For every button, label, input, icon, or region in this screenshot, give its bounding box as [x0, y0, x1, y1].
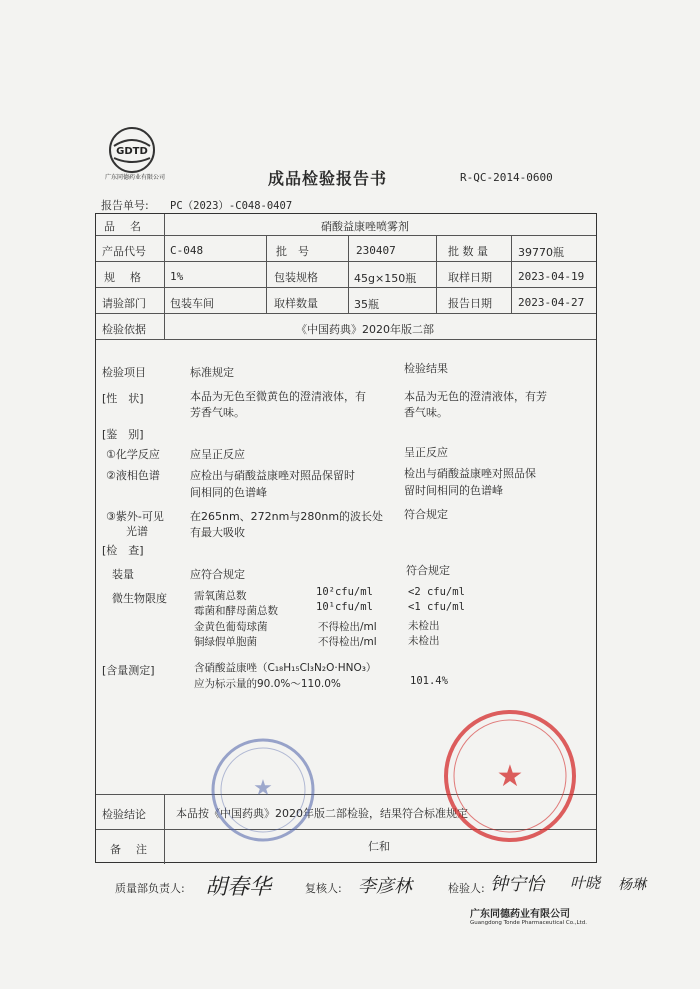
id-hplc-standard-1: 应检出与硝酸益康唑对照品保留时	[190, 469, 355, 482]
micro-yeast-standard: 10¹cfu/ml	[316, 601, 373, 613]
micro-staph-standard: 不得检出/ml	[318, 621, 377, 633]
company-seal-red	[440, 706, 580, 846]
batch-number: 230407	[356, 244, 396, 257]
document-title: 成品检验报告书	[268, 169, 388, 188]
micro-pseudomonas-result: 未检出	[408, 635, 440, 647]
footer-company-en: Guangdong Tonde Pharmaceutical Co.,Ltd.	[470, 920, 587, 926]
check-label: [检 查]	[102, 544, 144, 557]
assay-result: 101.4%	[410, 675, 448, 687]
inspector-signature-1: 钟宁怡	[490, 874, 544, 895]
micro-aerobic-name: 需氧菌总数	[194, 590, 247, 602]
sample-qty: 35瓶	[354, 298, 379, 311]
fill-result: 符合规定	[406, 564, 450, 577]
sample-date-label: 取样日期	[448, 271, 492, 284]
report-number-label: 报告单号:	[101, 199, 149, 212]
remark-label: 备 注	[110, 843, 149, 856]
svg-text:★: ★	[253, 776, 273, 801]
inspection-seal-blue	[208, 735, 318, 845]
id-uv-label-2: 光谱	[126, 525, 148, 538]
id-uv-standard-2: 有最大吸收	[190, 526, 245, 539]
id-hplc-result-1: 检出与硝酸益康唑对照品保	[404, 467, 536, 480]
qa-head-label: 质量部负责人:	[115, 882, 185, 895]
micro-aerobic-standard: 10²cfu/ml	[316, 586, 373, 598]
id-chemical-standard: 应呈正反应	[190, 448, 245, 461]
fill-standard: 应符合规定	[190, 568, 245, 581]
company-logo	[108, 126, 156, 174]
micro-staph-result: 未检出	[408, 620, 440, 632]
spec-label: 规 格	[104, 271, 143, 284]
svg-text:★: ★	[496, 759, 524, 794]
character-standard-1: 本品为无色至微黄色的澄清液体，有	[190, 390, 366, 403]
micro-yeast-name: 霉菌和酵母菌总数	[194, 605, 278, 617]
logo-company-name: 广东同德药业有限公司	[104, 174, 165, 181]
col-item-heading: 检验项目	[102, 366, 146, 379]
id-hplc-standard-2: 间相同的色谱峰	[190, 486, 267, 499]
id-hplc-label: ②液相色谱	[106, 469, 160, 482]
micro-staph-name: 金黄色葡萄球菌	[194, 621, 268, 633]
spec: 1%	[170, 270, 184, 283]
inspector-signature-3: 杨琳	[618, 877, 646, 893]
product-name-label: 品 名	[104, 220, 143, 233]
product-code-label: 产品代号	[102, 245, 146, 258]
micro-pseudomonas-standard: 不得检出/ml	[318, 636, 377, 648]
id-uv-standard-1: 在265nm、272nm与280nm的波长处	[190, 510, 384, 523]
inspector-signature-2: 叶晓	[570, 874, 601, 892]
fill-label: 装量	[112, 568, 134, 581]
dept-label: 请验部门	[102, 297, 146, 310]
character-standard-2: 芳香气味。	[190, 406, 245, 419]
remark-text: 仁和	[368, 840, 390, 853]
character-label: [性 状]	[102, 392, 144, 405]
character-result-2: 香气味。	[404, 406, 448, 419]
id-uv-label-1: ③紫外-可见	[106, 510, 164, 523]
report-date: 2023-04-27	[518, 296, 585, 309]
product-name: 硝酸益康唑喷雾剂	[321, 220, 409, 233]
micro-aerobic-result: <2 cfu/ml	[408, 586, 465, 598]
conclusion-text: 本品按《中国药典》2020年版二部检验，结果符合标准规定	[176, 807, 468, 820]
batch-quantity: 39770瓶	[518, 246, 564, 259]
reviewer-label: 复核人:	[305, 882, 342, 895]
report-date-label: 报告日期	[448, 297, 492, 310]
footer-company-cn: 广东同德药业有限公司	[470, 909, 570, 920]
basis-label: 检验依据	[102, 323, 146, 336]
batch-label: 批 号	[276, 245, 309, 258]
requesting-dept: 包装车间	[170, 297, 214, 310]
assay-standard-1: 含硝酸益康唑（C₁₈H₁₅Cl₃N₂O·HNO₃）	[194, 662, 377, 674]
micro-pseudomonas-name: 铜绿假单胞菌	[194, 636, 257, 648]
id-hplc-result-2: 留时间相同的色谱峰	[404, 484, 503, 497]
id-chemical-result: 呈正反应	[404, 446, 448, 459]
basis: 《中国药典》2020年版二部	[296, 323, 434, 336]
id-uv-result: 符合规定	[404, 508, 448, 521]
micro-label: 微生物限度	[112, 592, 167, 605]
assay-label: [含量测定]	[102, 664, 155, 677]
sample-date: 2023-04-19	[518, 270, 585, 283]
micro-yeast-result: <1 cfu/ml	[408, 601, 465, 613]
id-chemical-label: ①化学反应	[106, 448, 160, 461]
quantity-label: 批 数 量	[448, 245, 488, 258]
conclusion-label: 检验结论	[102, 808, 146, 821]
document-code: R-QC-2014-0600	[460, 171, 553, 184]
assay-standard-2: 应为标示量的90.0%～110.0%	[194, 678, 341, 690]
col-result-heading: 检验结果	[404, 362, 448, 375]
pack-label: 包装规格	[274, 271, 318, 284]
report-number: PC（2023）-C048-0407	[170, 200, 293, 212]
svg-text:GDTD: GDTD	[116, 146, 148, 157]
sample-qty-label: 取样数量	[274, 297, 318, 310]
character-result-1: 本品为无色的澄清液体，有芳	[404, 390, 547, 403]
qa-head-signature: 胡春华	[205, 875, 272, 900]
col-standard-heading: 标准规定	[190, 366, 234, 379]
identification-label: [鉴 别]	[102, 428, 144, 441]
inspector-label: 检验人:	[448, 882, 485, 895]
product-code: C-048	[170, 244, 204, 257]
pack-spec: 45g×150瓶	[354, 272, 417, 285]
reviewer-signature: 李彦林	[358, 876, 412, 897]
